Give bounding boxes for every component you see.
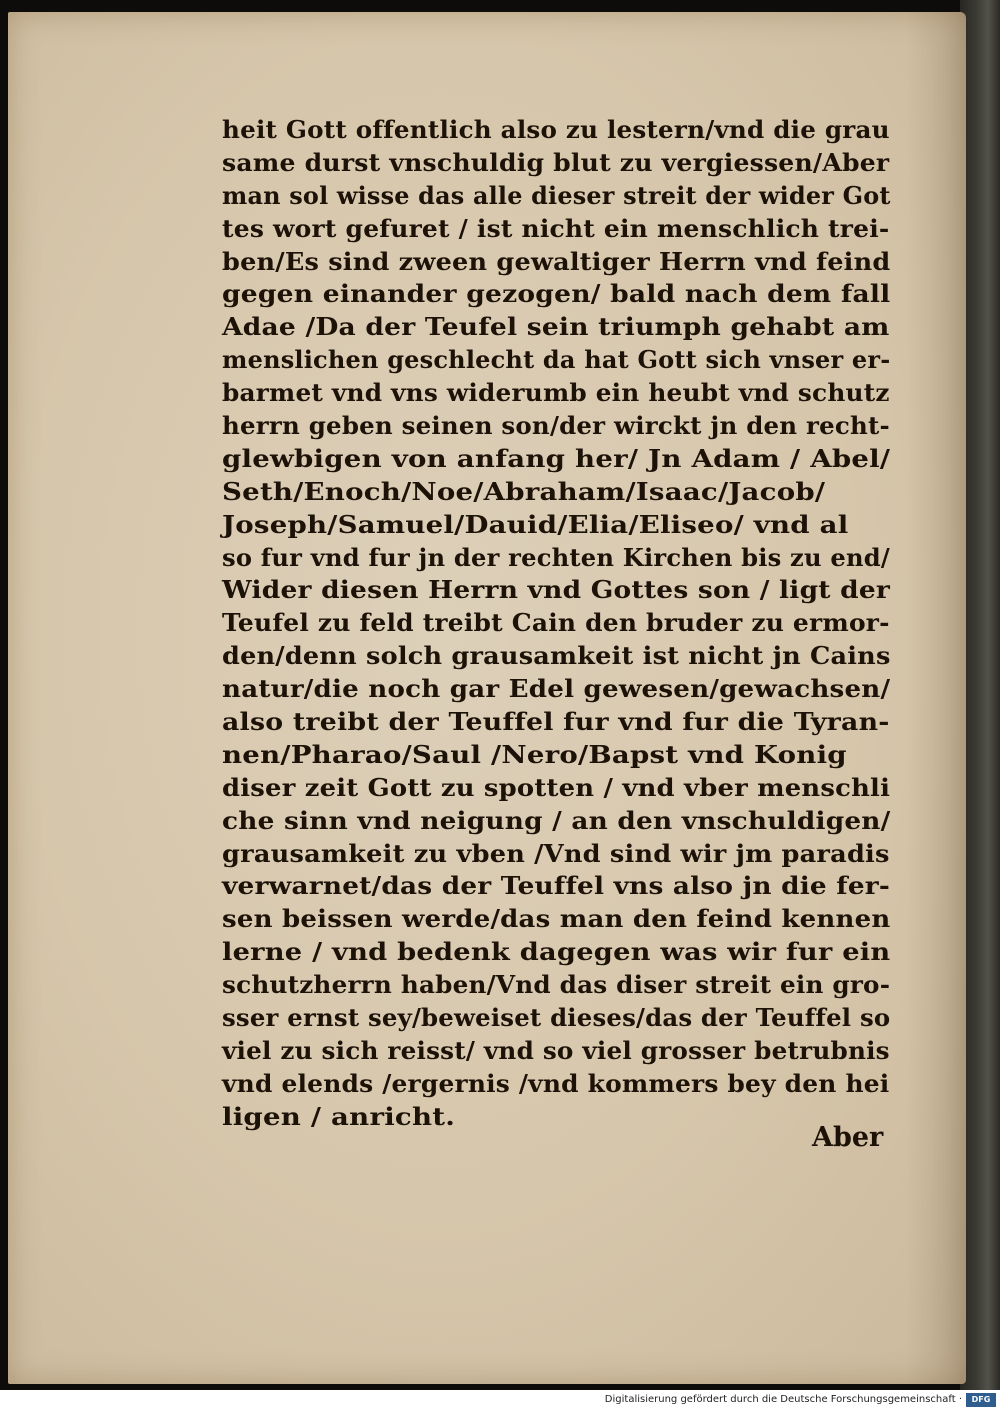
text-line: schutzherrn haben/Vnd das diser streit ein gro- <box>222 970 891 1000</box>
text-line: herrn geben seinen son/der wirckt jn den recht- <box>222 411 890 441</box>
text-line: menslichen geschlecht da hat Gott sich vnser er- <box>222 345 891 375</box>
text-line: nen/Pharao/Saul /Nero/Bapst vnd Konig <box>222 739 847 769</box>
text-line: Teufel zu feld treibt Cain den bruder zu ermor- <box>222 608 890 638</box>
catchword: Aber <box>812 1122 884 1153</box>
book-cover-edge <box>960 0 1000 1390</box>
text-line: che sinn vnd neigung / an den vnschuldigen/ <box>222 805 891 835</box>
text-line: natur/die noch gar Edel gewesen/gewachsen/ <box>222 674 891 704</box>
dfg-logo-icon: DFG <box>966 1393 996 1407</box>
text-line: barmet vnd vns widerumb ein heubt vnd schutz <box>222 378 890 408</box>
text-line: grausamkeit zu vben /Vnd sind wir jm paradis <box>222 838 890 868</box>
text-line: Seth/Enoch/Noe/Abraham/Isaac/Jacob/ <box>222 476 826 506</box>
text-line: verwarnet/das der Teuffel vns also jn die fer- <box>222 871 891 901</box>
digitization-footer <box>0 1390 1000 1412</box>
text-line: ligen / anricht. <box>222 1101 456 1131</box>
text-line: glewbigen von anfang her/ Jn Adam / Abel/ <box>222 443 891 473</box>
text-line: same durst vnschuldig blut zu vergiessen/Aber <box>222 147 890 177</box>
text-line: vnd elends /ergernis /vnd kommers bey den hei <box>222 1068 890 1098</box>
text-line: ben/Es sind zween gewaltiger Herrn vnd feind <box>222 246 891 276</box>
text-line: Joseph/Samuel/Dauid/Elia/Eliseo/ vnd al <box>222 509 849 539</box>
text-line: lerne / vnd bedenk dagegen was wir fur ein <box>222 937 891 967</box>
text-line: diser zeit Gott zu spotten / vnd vber menschli <box>222 772 891 802</box>
text-line: so fur vnd fur jn der rechten Kirchen bis zu end/ <box>222 542 890 572</box>
text-line: heit Gott offentlich also zu lestern/vnd die grau <box>222 115 890 144</box>
text-line: also treibt der Teuffel fur vnd fur die Tyran- <box>222 707 890 737</box>
page-text-block <box>222 114 890 1134</box>
text-line: sen beissen werde/das man den feind kennen <box>222 904 891 934</box>
text-line: man sol wisse das alle dieser streit der wider Got <box>222 180 891 210</box>
text-line: gegen einander gezogen/ bald nach dem fall <box>222 279 891 309</box>
text-line: viel zu sich reisst/ vnd so viel grosser betrubnis <box>222 1035 890 1065</box>
text-line: sser ernst sey/beweiset dieses/das der Teuffel so <box>222 1003 891 1033</box>
text-line: den/denn solch grausamkeit ist nicht jn Cains <box>222 641 891 671</box>
text-line: Adae /Da der Teufel sein triumph gehabt am <box>222 312 890 342</box>
text-line: tes wort gefuret / ist nicht ein menschlich trei- <box>222 213 890 243</box>
text-line: Wider diesen Herrn vnd Gottes son / ligt der <box>222 575 891 605</box>
funding-credit: Digitalisierung gefördert durch die Deutsche Forschungsgemeinschaft · <box>604 1394 962 1405</box>
